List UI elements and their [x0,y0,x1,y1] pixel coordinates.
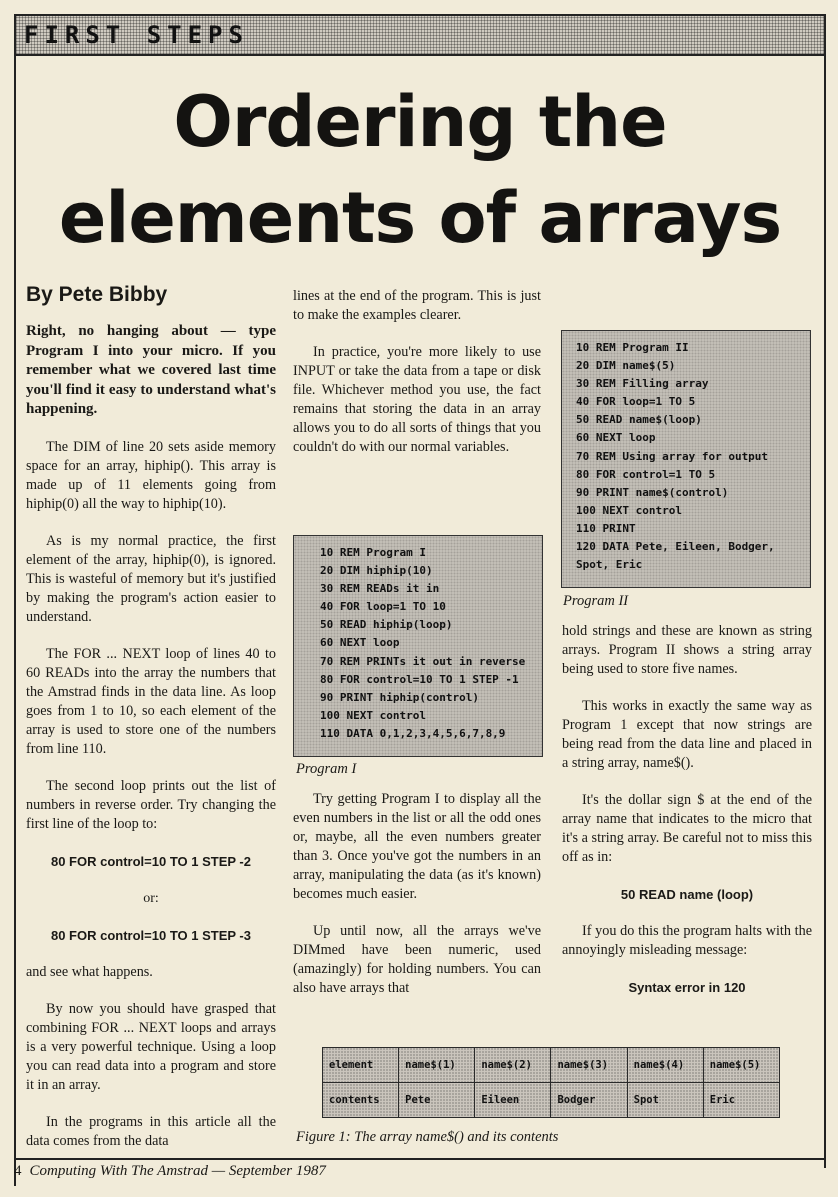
code-example: 80 FOR control=10 TO 1 STEP -2 [50,853,251,869]
page-footer [14,1163,326,1180]
or-text: or: [143,890,159,906]
table-cell: Eric [703,1083,779,1118]
publication-line: Computing With The Amstrad — September 1987 [29,1163,326,1179]
code-line: 50 READ hiphip(loop) [320,618,453,632]
table-cell: name$(2) [475,1048,551,1083]
byline: By Pete Bibby [26,283,168,306]
code-line: 90 PRINT hiphip(control) [320,690,479,704]
code-line: 70 REM Using array for output [576,449,769,463]
table-cell: Spot [627,1083,703,1118]
figure-1-table [322,1047,780,1118]
code-line: 100 NEXT control [320,708,426,722]
code-line: 100 NEXT control [576,503,682,517]
section-header [14,14,826,56]
code-line: 40 FOR loop=1 TO 5 [576,395,696,409]
code-example: 50 READ name (loop) [620,887,754,902]
table-cell: name$(3) [551,1048,627,1083]
code-line: 60 NEXT loop [320,636,400,650]
code-line: 30 REM READs it in [320,582,440,596]
body-paragraph: This works in exactly the same way as Program 1 except that now strings are being read from the data line and placed in a string array, name$(). [562,698,812,771]
body-paragraph: hold strings and these are known as string arrays. Program II shows a string array being used to store five names. [562,623,812,677]
body-paragraph: If you do this the program halts with the annoyingly misleading message: [562,923,812,958]
code-line: 20 DIM name$(5) [576,359,676,373]
code-line: 30 REM Filling array [576,377,709,391]
column-2-bottom [293,790,541,1016]
lead-paragraph: Right, no hanging about — type Program I into your micro. If you remember what we covered last time you'll find it easy to understand what's happening. [26,323,276,417]
column-2-top [293,287,541,475]
body-paragraph: Up until now, all the arrays we've DIMmed have been numeric, used (amazingly) for holding numbers. You can also have arrays that [293,923,541,996]
table-row [323,1083,780,1118]
code-line: 40 FOR loop=1 TO 10 [320,600,446,614]
body-paragraph: lines at the end of the program. This is just to make the examples clearer. [293,288,541,323]
code-line: 10 REM Program I [320,546,426,559]
code-line: 10 REM Program II [576,341,689,354]
body-paragraph: The DIM of line 20 sets aside memory space for an array, hiphip(). This array is made up of 11 elements going from hiphip(0) all the way to hiphip(10). [26,438,276,512]
table-cell: contents [323,1083,399,1118]
table-cell: name$(1) [399,1048,475,1083]
column-3 [562,622,812,1015]
column-1 [26,322,276,1169]
code-line: 120 DATA Pete, Eileen, Bodger, Spot, Eric [576,540,782,572]
code-line: 80 FOR control=10 TO 1 STEP -1 [320,672,519,686]
body-paragraph: It's the dollar sign $ at the end of the array name that indicates to the micro that it's a string array. Be careful not to miss this off as in: [562,792,812,865]
table-cell: Pete [399,1083,475,1118]
code-line: 110 DATA 0,1,2,3,4,5,6,7,8,9 [320,726,506,740]
program-1-caption: Program I [296,761,357,777]
program-2-listing [561,330,811,588]
table-cell: Eileen [475,1083,551,1118]
code-line: 90 PRINT name$(control) [576,485,729,499]
table-cell: element [323,1048,399,1083]
table-cell: Bodger [551,1083,627,1118]
code-line: 20 DIM hiphip(10) [320,564,433,578]
body-paragraph: By now you should have grasped that combining FOR ... NEXT loops and arrays is a very powerful technique. Using a loop you can read data into a program and store it in an array. [26,1000,276,1093]
code-line: 70 REM PRINTs it out in reverse [320,654,526,668]
program-2-caption: Program II [563,593,629,609]
body-paragraph: The FOR ... NEXT loop of lines 40 to 60 READs into the array the numbers that the Amstrad finds in the data line. As loop goes from 1 to 10, so each element of the array is used to store one of the numbers from line 110. [26,645,276,757]
figure-1-caption: Figure 1: The array name$() and its contents [296,1129,559,1145]
code-line: 110 PRINT [576,521,636,535]
article-title: Ordering the elements of arrays [58,81,782,259]
table-cell: name$(4) [627,1048,703,1083]
body-paragraph: In practice, you're more likely to use INPUT or take the data from a tape or disk file. Whichever method you use, the fact remains that storing the data in an array allows you to do all sorts of things that you couldn't do with our normal variables. [293,344,541,455]
body-paragraph: In the programs in this article all the data comes from the data [26,1113,276,1149]
code-example: Syntax error in 120 [628,980,746,995]
code-line: 50 READ name$(loop) [576,413,702,427]
body-paragraph: As is my normal practice, the first element of the array, hiphip(0), is ignored. This is wasteful of memory but it's justified by making the program's action easier to understand. [26,532,276,625]
code-example: 80 FOR control=10 TO 1 STEP -3 [50,927,251,943]
body-paragraph: The second loop prints out the list of numbers in reverse order. Try changing the first line of the loop to: [26,777,276,832]
section-label: FIRST STEPS [24,21,249,49]
code-line: 80 FOR control=1 TO 5 [576,467,716,481]
page-number: 4 [14,1163,22,1179]
body-paragraph: and see what happens. [26,963,153,980]
table-cell: name$(5) [703,1048,779,1083]
body-paragraph: Try getting Program I to display all the even numbers in the list or all the odd ones or, maybe, all the even numbers greater than 3. Once you've got the numbers in an array, manipulating the data (as it's known) becomes much easier. [293,791,541,902]
program-1-listing [293,535,543,757]
code-line: 60 NEXT loop [576,431,656,445]
table-row [323,1048,780,1083]
